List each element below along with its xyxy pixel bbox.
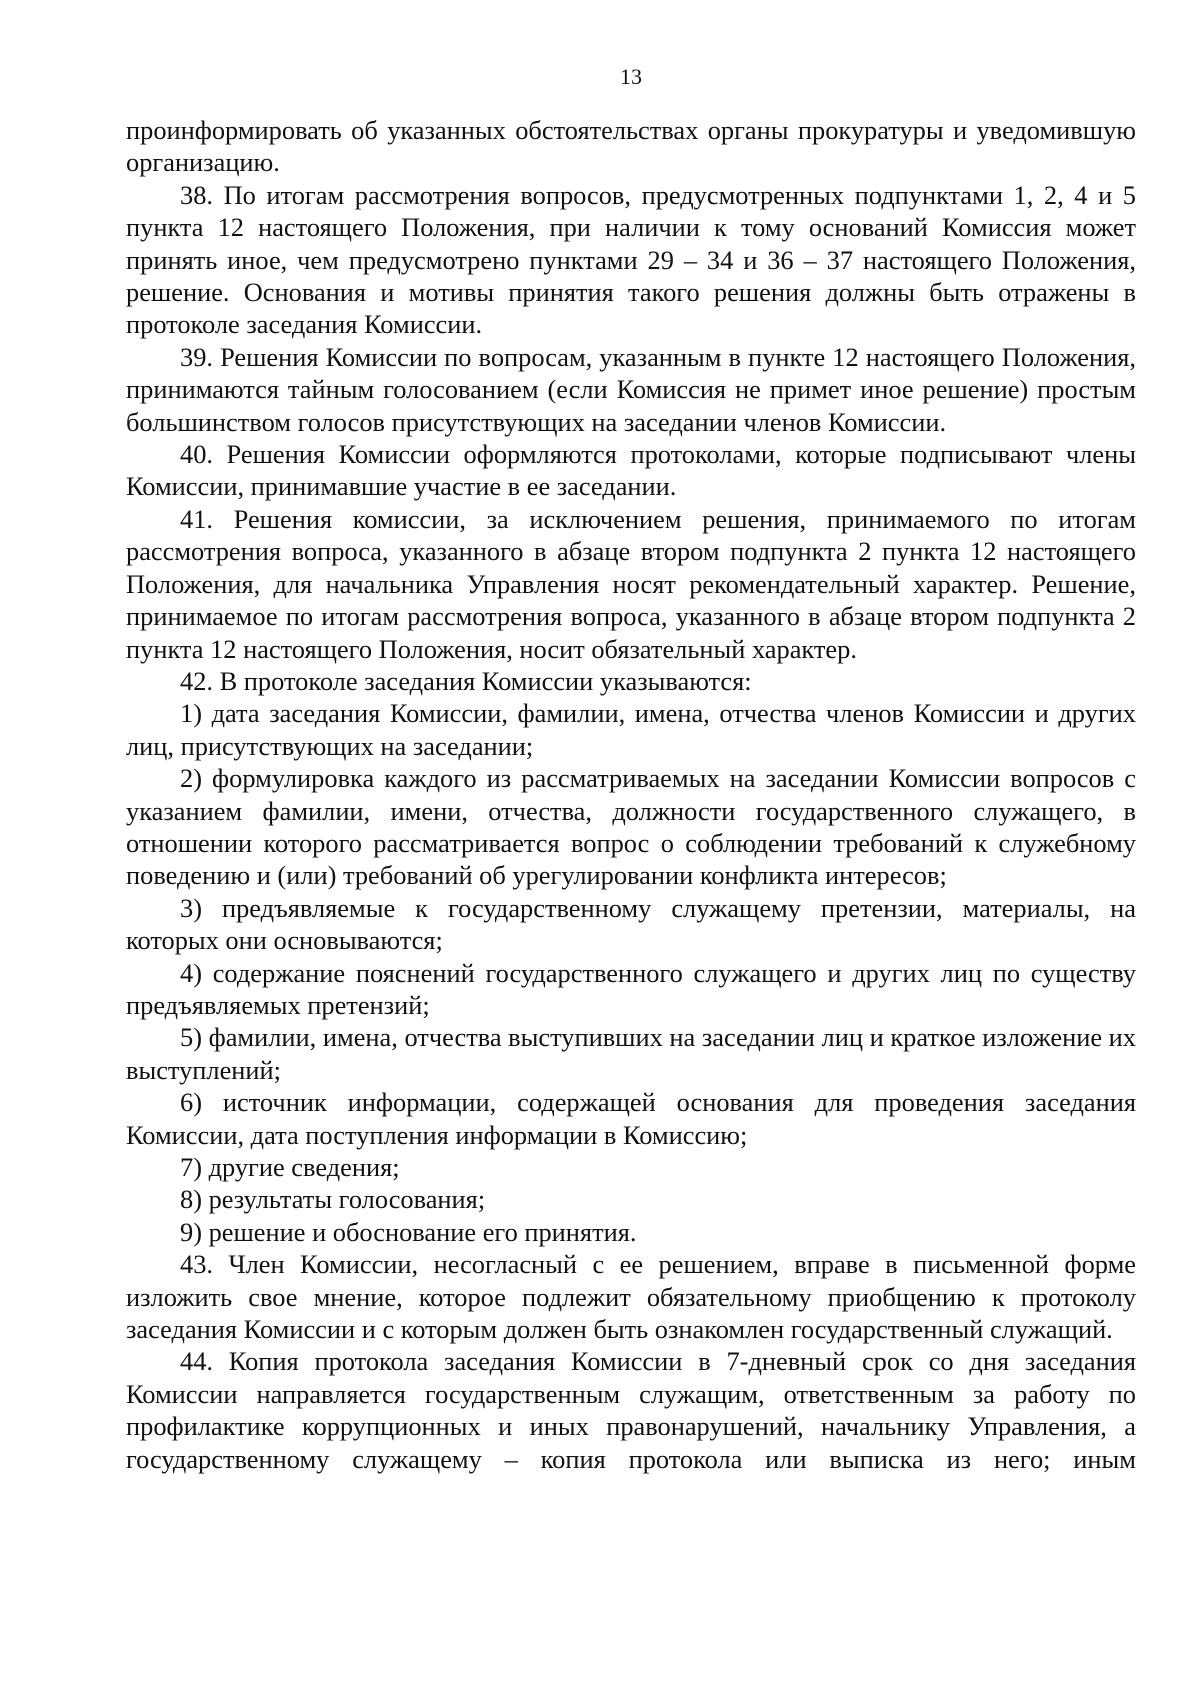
- paragraph: 40. Решения Комиссии оформляются протоколами, которые подписывают члены Комиссии, принимавшие участие в ее заседании.: [126, 439, 1136, 502]
- paragraph: 4) содержание пояснений государственного служащего и других лиц по существу предъявляемых претензий;: [126, 957, 1136, 1020]
- paragraph: 8) результаты голосования;: [180, 1184, 486, 1215]
- paragraph: 9) решение и обоснование его принятия.: [180, 1216, 637, 1247]
- paragraph: 42. В протоколе заседания Комиссии указываются:: [180, 665, 752, 696]
- paragraph: 39. Решения Комиссии по вопросам, указанным в пункте 12 настоящего Положения, принимаются тайным голосованием (если Комиссия не примет иное решение) простым большинством голосов присутствующих на заседании членов Комиссии.: [126, 341, 1136, 437]
- paragraph: проинформировать об указанных обстоятельствах органы прокуратуры и уведомившую организацию.: [126, 115, 1136, 178]
- document-body: [126, 114, 1136, 1475]
- paragraph: 44. Копия протокола заседания Комиссии в 7-дневный срок со дня заседания Комиссии направляется государственным служащим, ответственным за работу по профилактике коррупционных и иных правонарушений, начальнику Управления, а государственному служащему – копия протокола или выписка из него; иным: [126, 1346, 1136, 1474]
- paragraph: 43. Член Комиссии, несогласный с ее решением, вправе в письменной форме изложить свое мнение, которое подлежит обязательному приобщению к протоколу заседания Комиссии и с которым должен быть ознакомлен государственный служащий.: [126, 1249, 1136, 1345]
- paragraph: 41. Решения комиссии, за исключением решения, принимаемого по итогам рассмотрения вопроса, указанного в абзаце втором подпункта 2 пункта 12 настоящего Положения, для начальника Управления носят рекомендательный характер. Решение, принимаемое по итогам рассмотрения вопроса, указанного в абзаце втором подпункта 2 пункта 12 настоящего Положения, носит обязательный характер.: [126, 503, 1136, 664]
- paragraph: 38. По итогам рассмотрения вопросов, предусмотренных подпунктами 1, 2, 4 и 5 пункта 12 настоящего Положения, при наличии к тому оснований Комиссия может принять иное, чем предусмотрено пунктами 29 – 34 и 36 – 37 настоящего Положения, решение. Основания и мотивы принятия такого решения должны быть отражены в протоколе заседания Комиссии.: [126, 179, 1136, 340]
- paragraph: 6) источник информации, содержащей основания для проведения заседания Комиссии, дата поступления информации в Комиссию;: [126, 1087, 1136, 1150]
- paragraph: 5) фамилии, имена, отчества выступивших на заседании лиц и краткое изложение их выступлений;: [126, 1022, 1136, 1085]
- page-number: 13: [620, 64, 642, 89]
- paragraph: 1) дата заседания Комиссии, фамилии, имена, отчества членов Комиссии и других лиц, присутствующих на заседании;: [126, 698, 1136, 761]
- paragraph: 2) формулировка каждого из рассматриваемых на заседании Комиссии вопросов с указанием фамилии, имени, отчества, должности государственного служащего, в отношении которого рассматривается вопрос о соблюдении требований к служебному поведению и (или) требований об урегулировании конфликта интересов;: [126, 763, 1136, 891]
- paragraph: 7) другие сведения;: [180, 1152, 400, 1182]
- paragraph: 3) предъявляемые к государственному служащему претензии, материалы, на которых они основываются;: [126, 892, 1136, 956]
